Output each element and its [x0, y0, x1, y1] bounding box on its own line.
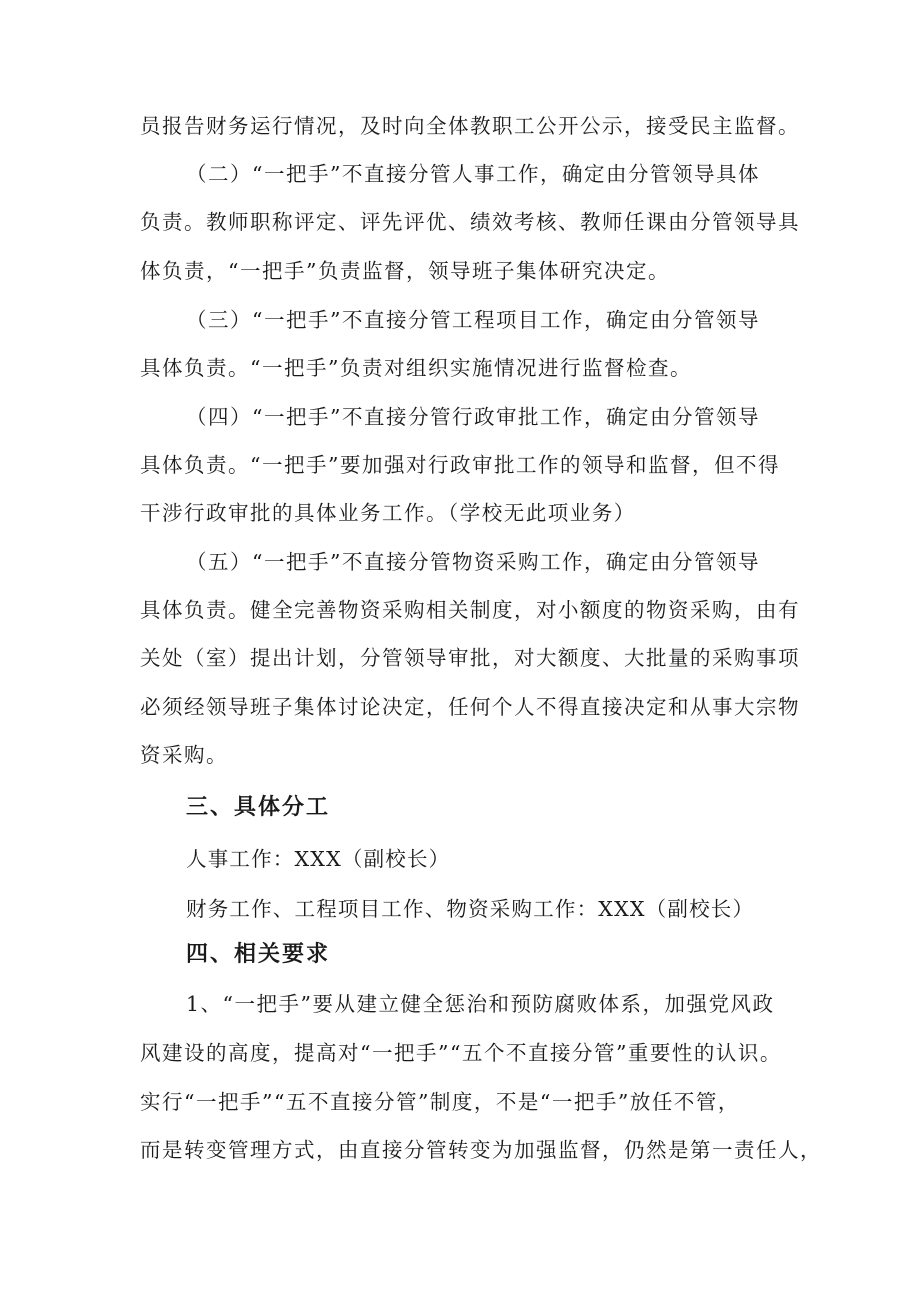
paragraph-line: （四）“一把手”不直接分管行政审批工作，确定由分管领导	[186, 405, 760, 429]
section-heading: 三、具体分工	[186, 795, 331, 820]
paragraph-line: 关处（室）提出计划，分管领导审批，对大额度、大批量的采购事项	[140, 646, 800, 670]
assignment-item: 财务工作、工程项目工作、物资采购工作：XXX（副校长）	[186, 897, 755, 921]
paragraph-line: 而是转变管理方式，由直接分管转变为加强监督，仍然是第一责任人，	[140, 1138, 822, 1162]
paragraph-line: （五）“一把手”不直接分管物资采购工作，确定由分管领导	[186, 550, 760, 574]
paragraph-line: 资采购。	[140, 743, 228, 767]
paragraph-line: （二）“一把手”不直接分管人事工作，确定由分管领导具体	[186, 162, 760, 186]
paragraph-line: 风建设的高度，提高对“一把手”“五个不直接分管”重要性的认识。	[140, 1041, 782, 1065]
assignment-item: 人事工作：XXX（副校长）	[186, 847, 451, 871]
paragraph-line: 具体负责。“一把手”负责对组织实施情况进行监督检查。	[140, 356, 692, 380]
paragraph-line: 具体负责。健全完善物资采购相关制度，对小额度的物资采购，由有	[140, 598, 800, 622]
paragraph-line: （三）“一把手”不直接分管工程项目工作，确定由分管领导	[186, 308, 760, 332]
paragraph-line: 体负责，“一把手”负责监督，领导班子集体研究决定。	[140, 259, 670, 283]
paragraph-line: 具体负责。“一把手”要加强对行政审批工作的领导和监督，但不得	[140, 453, 780, 477]
paragraph-line: 1、“一把手”要从建立健全惩治和预防腐败体系，加强党风政	[186, 992, 775, 1016]
paragraph-line: 干涉行政审批的具体业务工作。（学校无此项业务）	[140, 501, 636, 525]
paragraph-line: 负责。教师职称评定、评先评优、绩效考核、教师任课由分管领导具	[140, 210, 800, 234]
section-heading: 四、相关要求	[186, 942, 331, 967]
paragraph-line: 员报告财务运行情况，及时向全体教职工公开公示，接受民主监督。	[140, 114, 800, 138]
paragraph-line: 实行“一把手”“五不直接分管”制度，不是“一把手”放任不管，	[140, 1090, 740, 1114]
paragraph-line: 必须经领导班子集体讨论决定，任何个人不得直接决定和从事大宗物	[140, 695, 800, 719]
